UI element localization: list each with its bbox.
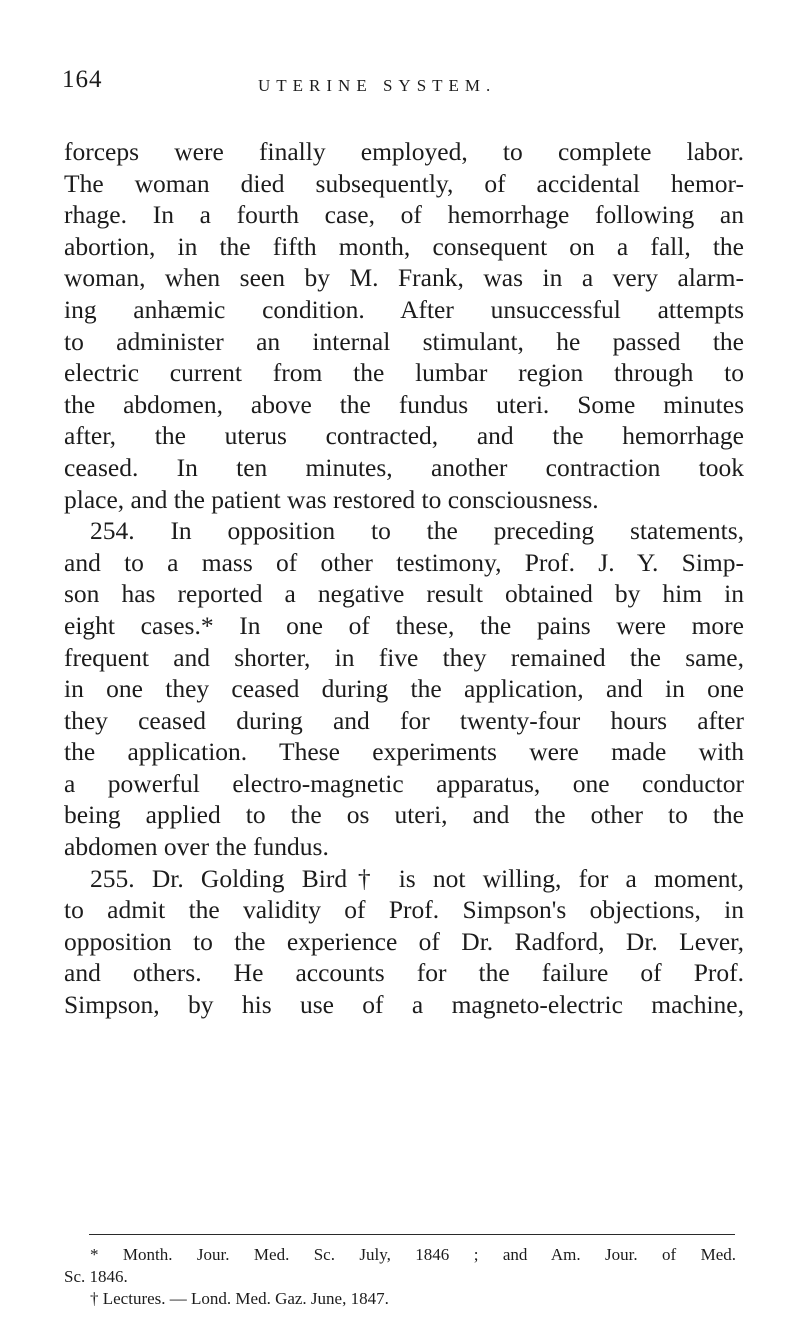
body-text <box>64 136 744 1021</box>
footnote-1-continued: Sc. 1846. <box>64 1267 128 1286</box>
text-line: electric current from the lumbar region through to <box>64 358 744 388</box>
text-line: abdomen over the fundus. <box>64 832 329 862</box>
text-line: frequent and shorter, in five they remained the same, <box>64 642 744 672</box>
text-line: Simpson, by his use of a magneto-electric machine, <box>64 990 744 1020</box>
text-line: woman, when seen by M. Frank, was in a very alarm- <box>64 263 744 293</box>
text-line: after, the uterus contracted, and the hemorrhage <box>64 421 744 451</box>
text-line: they ceased during and for twenty-four hours after <box>64 705 744 735</box>
paragraph-255-start: 255. Dr. Golding Bird† is not willing, for a moment, <box>90 863 744 893</box>
running-title: UTERINE SYSTEM. <box>258 76 497 95</box>
text-line: son has reported a negative result obtained by him in <box>64 579 744 609</box>
text-line: the abdomen, above the fundus uteri. Some minutes <box>64 389 744 419</box>
text-line: The woman died subsequently, of accidental hemor- <box>64 168 744 198</box>
text-line: and others. He accounts for the failure of Prof. <box>64 958 744 988</box>
paragraph-254-start: 254. In opposition to the preceding statements, <box>90 516 744 546</box>
text-line: ceased. In ten minutes, another contraction took <box>64 452 744 482</box>
text-line: forceps were finally employed, to complete labor. <box>64 137 744 166</box>
footnote-1: * Month. Jour. Med. Sc. July, 1846 ; and Am. Jour. of Med. <box>90 1245 736 1264</box>
text-line: a powerful electro-magnetic apparatus, one conductor <box>64 768 744 798</box>
text-line: ing anhæmic condition. After unsuccessful attempts <box>64 294 744 324</box>
footnotes <box>64 1244 736 1310</box>
text-line: rhage. In a fourth case, of hemorrhage following an <box>64 200 744 230</box>
text-line: place, and the patient was restored to consciousness. <box>64 484 599 514</box>
text-line: eight cases.* In one of these, the pains were more <box>64 610 744 640</box>
text-line: abortion, in the fifth month, consequent on a fall, the <box>64 231 744 261</box>
text-line: opposition to the experience of Dr. Radford, Dr. Lever, <box>64 926 744 956</box>
text-line: the application. These experiments were made with <box>64 737 744 767</box>
text-line: being applied to the os uteri, and the other to the <box>64 800 744 830</box>
text-line: and to a mass of other testimony, Prof. J. Y. Simp- <box>64 547 744 577</box>
footnote-divider <box>89 1234 735 1235</box>
page-number: 164 <box>62 66 103 93</box>
text-line: to administer an internal stimulant, he passed the <box>64 326 744 356</box>
text-line: to admit the validity of Prof. Simpson's objections, in <box>64 895 744 925</box>
footnote-2: † Lectures. — Lond. Med. Gaz. June, 1847. <box>90 1289 389 1308</box>
text-line: in one they ceased during the application, and in one <box>64 674 744 704</box>
